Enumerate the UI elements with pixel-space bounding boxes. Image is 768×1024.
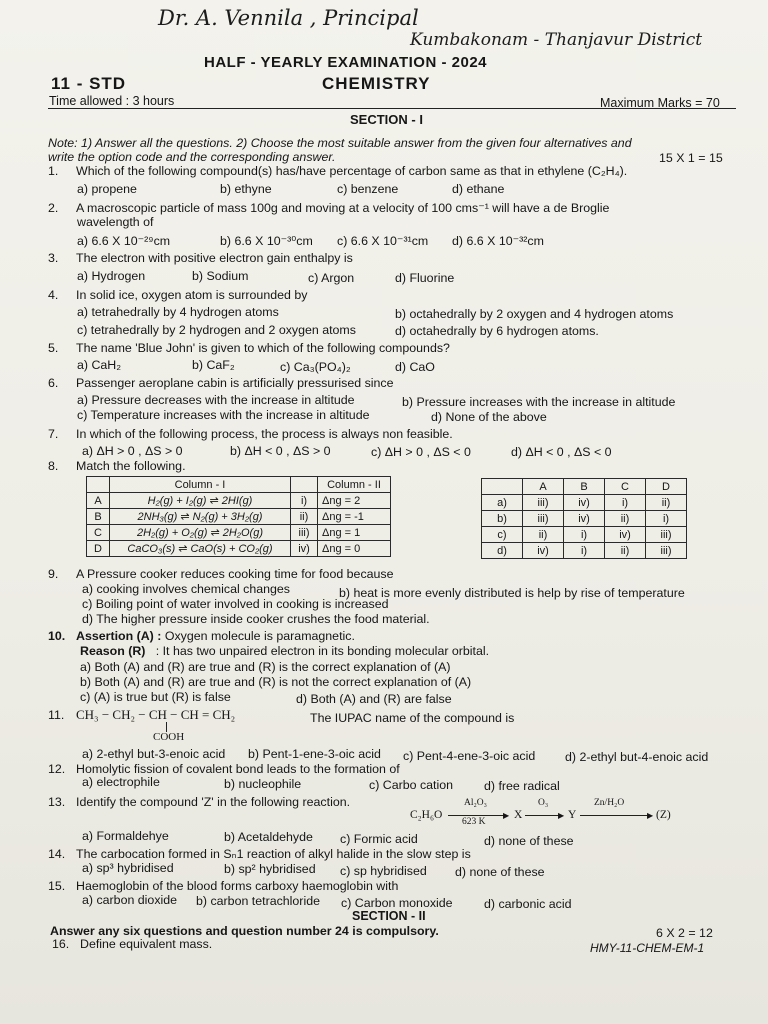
question-text: Passenger aeroplane cabin is artificially pressurised since: [76, 376, 394, 390]
option-d: d) The higher pressure inside cooker crushes the food material.: [82, 612, 430, 626]
table-row: [87, 509, 391, 525]
intermediate-y: Y: [568, 809, 577, 821]
question-3: [48, 251, 353, 265]
option-d: d) free radical: [484, 779, 560, 793]
table-cell: iii): [646, 543, 687, 559]
question-number: 16.: [52, 937, 70, 951]
table-cell: a): [482, 495, 523, 511]
option-a: a) electrophile: [82, 775, 160, 789]
table-cell: iii): [523, 511, 564, 527]
section-1-title: SECTION - I: [350, 112, 423, 127]
option-c: c) ΔH > 0 , ΔS < 0: [371, 445, 471, 459]
question-13: [48, 795, 350, 809]
assertion-text: Oxygen molecule is paramagnetic.: [164, 629, 355, 643]
question-15: [48, 879, 398, 893]
question-text: Define equivalent mass.: [80, 937, 213, 951]
question-number: 15.: [48, 879, 66, 893]
table-cell: i): [564, 527, 605, 543]
table-cell: ii): [523, 527, 564, 543]
option-c: c) Boiling point of water involved in cooking is increased: [82, 597, 389, 611]
table-header-cell: C: [605, 479, 646, 495]
table-cell: c): [482, 527, 523, 543]
table-row: [482, 527, 687, 543]
option-c: c) tetrahedrally by 2 hydrogen and 2 oxygen atoms: [77, 323, 356, 337]
option-b: b) sp² hybridised: [224, 862, 316, 876]
match-table: [86, 476, 391, 557]
question-number: 5.: [48, 341, 59, 355]
question-16: [52, 937, 212, 951]
table-header-cell: A: [523, 479, 564, 495]
option-b: b) 6.6 X 10⁻³⁰cm: [220, 234, 313, 248]
table-cell: ii): [646, 495, 687, 511]
option-b: b) Sodium: [192, 269, 249, 283]
reason-label: Reason (R): [80, 644, 146, 658]
table-header-row: [87, 477, 391, 493]
option-a: a) 2-ethyl but-3-enoic acid: [82, 747, 226, 761]
question-10: [48, 629, 355, 643]
option-c: c) benzene: [337, 182, 399, 196]
table-cell: iv): [523, 543, 564, 559]
question-text: Haemoglobin of the blood forms carboxy haemoglobin with: [76, 879, 399, 893]
question-number: 12.: [48, 762, 66, 776]
question-text: Homolytic fission of covalent bond leads to the formation of: [76, 762, 400, 776]
option-b: b) nucleophile: [224, 777, 302, 791]
table-cell: iii): [291, 525, 318, 541]
table-cell: D: [87, 541, 110, 557]
branch-group: COOH: [153, 731, 185, 743]
question-number: 13.: [48, 795, 66, 809]
option-a: a) tetrahedrally by 4 hydrogen atoms: [77, 305, 279, 319]
option-d: d) CaO: [395, 360, 435, 374]
question-1: [48, 164, 627, 178]
table-cell: Δnɡ = -1: [318, 509, 391, 525]
option-c: c) 6.6 X 10⁻³¹cm: [337, 234, 429, 248]
table-cell: A: [87, 493, 110, 509]
subject-title: CHEMISTRY: [322, 74, 431, 93]
option-b: b) ethyne: [220, 182, 272, 196]
table-row: [482, 543, 687, 559]
option-d: d) Both (A) and (R) are false: [296, 692, 452, 706]
arrow-2-head: ▶: [558, 811, 565, 820]
option-a: a) Both (A) and (R) are true and (R) is the correct explanation of (A): [80, 660, 451, 674]
arrow-3-head: ▶: [647, 811, 654, 820]
option-b: b) Pent-1-ene-3-oic acid: [248, 747, 381, 761]
exam-title: HALF - YEARLY EXAMINATION - 2024: [204, 54, 487, 71]
table-row: [482, 511, 687, 527]
table-cell: B: [87, 509, 110, 525]
question-text: A Pressure cooker reduces cooking time for food because: [76, 567, 394, 581]
table-cell: ii): [605, 543, 646, 559]
answer-options-table: [481, 478, 687, 559]
reason-text: : It has two unpaired electron in its bonding molecular orbital.: [155, 644, 490, 658]
option-c: c) Ca₃(PO₄)₂: [280, 360, 351, 374]
question-text: The name 'Blue John' is given to which of the following compounds?: [76, 341, 450, 355]
structural-formula: CH₃ − CH₂ − CH − CH = CH₂: [76, 707, 236, 722]
question-text: In solid ice, oxygen atom is surrounded by: [76, 288, 308, 302]
option-c: c) Argon: [308, 271, 355, 285]
option-d: d) 6.6 X 10⁻³²cm: [452, 234, 544, 248]
question-12: [48, 762, 400, 776]
question-text: Which of the following compound(s) has/have percentage of carbon same as that in ethylene (C₂H₄).: [76, 164, 628, 178]
option-a: a) Pressure decreases with the increase in altitude: [77, 393, 355, 407]
table-cell: i): [564, 543, 605, 559]
table-cell: ii): [291, 509, 318, 525]
table-cell: b): [482, 511, 523, 527]
option-d: d) carbonic acid: [484, 897, 572, 911]
option-a: a) CaH₂: [77, 358, 122, 372]
reason-line: [80, 644, 489, 658]
question-text: In which of the following process, the process is always non feasible.: [76, 427, 453, 441]
option-a: a) sp³ hybridised: [82, 861, 174, 875]
question-text: The IUPAC name of the compound is: [310, 711, 515, 725]
option-c: c) (A) is true but (R) is false: [80, 690, 231, 704]
note-line-2: write the option code and the corresponding answer.: [48, 150, 336, 164]
option-a: a) Formaldehye: [82, 829, 169, 843]
question-number: 2.: [48, 201, 59, 215]
note-line-1: Note: 1) Answer all the questions. 2) Choose the most suitable answer from the given four alternatives and: [48, 136, 632, 150]
option-a: a) 6.6 X 10⁻²⁹cm: [77, 234, 171, 248]
table-row: [87, 493, 391, 509]
question-number: 4.: [48, 288, 59, 302]
time-allowed: Time allowed : 3 hours: [49, 94, 175, 108]
section-2-instruction: Answer any six questions and question number 24 is compulsory.: [50, 924, 439, 938]
question-number: 14.: [48, 847, 66, 861]
question-14: [48, 847, 471, 861]
condition-1: 623 K: [462, 817, 486, 827]
option-b: b) octahedrally by 2 oxygen and 4 hydrogen atoms: [395, 307, 674, 321]
option-d: d) 2-ethyl but-4-enoic acid: [565, 750, 709, 764]
table-row: [87, 525, 391, 541]
reaction-scheme: [410, 798, 700, 832]
assertion-label: Assertion (A) :: [76, 629, 162, 643]
section-2-title: SECTION - II: [352, 909, 426, 923]
table-row: [87, 541, 391, 557]
option-b: b) carbon tetrachloride: [196, 894, 320, 908]
section-1-marks: 15 X 1 = 15: [659, 151, 723, 165]
question-number: 10.: [48, 629, 66, 643]
question-7: [48, 427, 453, 441]
question-text: The carbocation formed in Sₙ1 reaction of alkyl halide in the slow step is: [76, 847, 471, 861]
option-d: d) Fluorine: [395, 271, 455, 285]
table-cell: ii): [605, 511, 646, 527]
table-cell: H₂(g) + I₂(g) ⇌ 2HI(g): [110, 493, 291, 509]
question-text: The electron with positive electron gain enthalpy is: [76, 251, 353, 265]
table-cell: 2NH₃(g) ⇌ N₂(g) + 3H₂(g): [110, 509, 291, 525]
question-5: [48, 341, 450, 355]
table-header-cell: B: [564, 479, 605, 495]
option-d: d) none of these: [484, 834, 574, 848]
question-number: 11.: [48, 708, 65, 722]
option-d: d) none of these: [455, 865, 545, 879]
table-cell: 2H₂(g) + O₂(g) ⇌ 2H₂O(g): [110, 525, 291, 541]
table-cell: iv): [605, 527, 646, 543]
table-cell: i): [605, 495, 646, 511]
table-header-cell: Column - I: [110, 477, 291, 493]
table-cell: C: [87, 525, 110, 541]
table-row: [482, 495, 687, 511]
arrow-2: [525, 815, 561, 816]
table-cell: Δnɡ = 2: [318, 493, 391, 509]
table-cell: i): [646, 511, 687, 527]
header-divider: [48, 108, 736, 109]
question-number: 1.: [48, 164, 59, 178]
option-c: c) Formic acid: [340, 832, 418, 846]
option-d: d) ethane: [452, 182, 505, 196]
table-header-cell: [482, 479, 523, 495]
reagent-3: Zn/H₂O: [594, 798, 625, 808]
table-cell: Δnɡ = 1: [318, 525, 391, 541]
question-number: 9.: [48, 567, 59, 581]
table-cell: i): [291, 493, 318, 509]
option-d: d) None of the above: [431, 410, 547, 424]
question-number: 8.: [48, 459, 59, 473]
option-b: b) Acetaldehyde: [224, 830, 313, 844]
table-header-cell: Column - II: [318, 477, 391, 493]
option-b: b) Pressure increases with the increase in altitude: [402, 395, 676, 409]
table-header-cell: D: [646, 479, 687, 495]
table-header-cell: [291, 477, 318, 493]
question-number: 6.: [48, 376, 59, 390]
question-text: A macroscopic particle of mass 100g and moving at a velocity of 100 cms⁻¹ will have a de Broglie: [76, 201, 610, 215]
arrow-3: [580, 815, 650, 816]
table-cell: iii): [523, 495, 564, 511]
table-cell: CaCO₃(s) ⇌ CaO(s) + CO₂(g): [110, 541, 291, 557]
table-cell: iv): [564, 495, 605, 511]
option-c: c) Carbo cation: [369, 778, 454, 792]
table-cell: d): [482, 543, 523, 559]
question-4: [48, 288, 307, 302]
reagent-2: O₃: [538, 798, 549, 808]
option-b: b) Both (A) and (R) are true and (R) is not the correct explanation of (A): [80, 675, 472, 689]
question-number: 3.: [48, 251, 59, 265]
option-a: a) Hydrogen: [77, 269, 146, 283]
option-d: d) ΔH < 0 , ΔS < 0: [511, 445, 612, 459]
table-cell: Δnɡ = 0: [318, 541, 391, 557]
section-2-marks: 6 X 2 = 12: [656, 926, 713, 940]
question-11: [48, 708, 235, 722]
question-text: Identify the compound 'Z' in the following reaction.: [76, 795, 351, 809]
option-c: c) Temperature increases with the increase in altitude: [77, 408, 370, 422]
reagent-1: Al₂O₃: [464, 798, 487, 808]
table-header-cell: [87, 477, 110, 493]
table-cell: iv): [564, 511, 605, 527]
question-9: [48, 567, 394, 581]
paper-code: HMY-11-CHEM-EM-1: [590, 941, 705, 955]
question-text: Match the following.: [76, 459, 186, 473]
option-a: a) ΔH > 0 , ΔS > 0: [82, 444, 183, 458]
option-b: b) CaF₂: [192, 358, 235, 372]
maximum-marks: Maximum Marks = 70: [600, 96, 720, 110]
option-b: b) heat is more evenly distributed is help by rise of temperature: [339, 586, 685, 600]
arrow-1: [448, 815, 506, 816]
handwritten-district: Kumbakonam - Thanjavur District: [410, 30, 703, 50]
handwritten-principal-name: Dr. A. Vennila , Principal: [158, 6, 419, 30]
question-2: [48, 201, 609, 215]
option-d: d) octahedrally by 6 hydrogen atoms.: [395, 324, 599, 338]
arrow-1-head: ▶: [503, 811, 510, 820]
question-number: 7.: [48, 427, 59, 441]
reactant: C₂H₆O: [410, 809, 443, 821]
option-a: a) propene: [77, 182, 137, 196]
option-c: c) sp hybridised: [340, 864, 427, 878]
table-cell: iii): [646, 527, 687, 543]
question-6: [48, 376, 394, 390]
question-8: [48, 459, 186, 473]
option-b: b) ΔH < 0 , ΔS > 0: [230, 444, 331, 458]
standard-label: 11 - STD: [51, 74, 127, 93]
option-a: a) cooking involves chemical changes: [82, 582, 290, 596]
question-text-continued: wavelength of: [77, 215, 154, 229]
intermediate-x: X: [514, 809, 523, 821]
table-cell: iv): [291, 541, 318, 557]
option-c: c) Carbon monoxide: [341, 896, 453, 910]
option-a: a) carbon dioxide: [82, 893, 178, 907]
product-z: (Z): [656, 809, 671, 821]
table-header-row: [482, 479, 687, 495]
option-c: c) Pent-4-ene-3-oic acid: [403, 749, 536, 763]
